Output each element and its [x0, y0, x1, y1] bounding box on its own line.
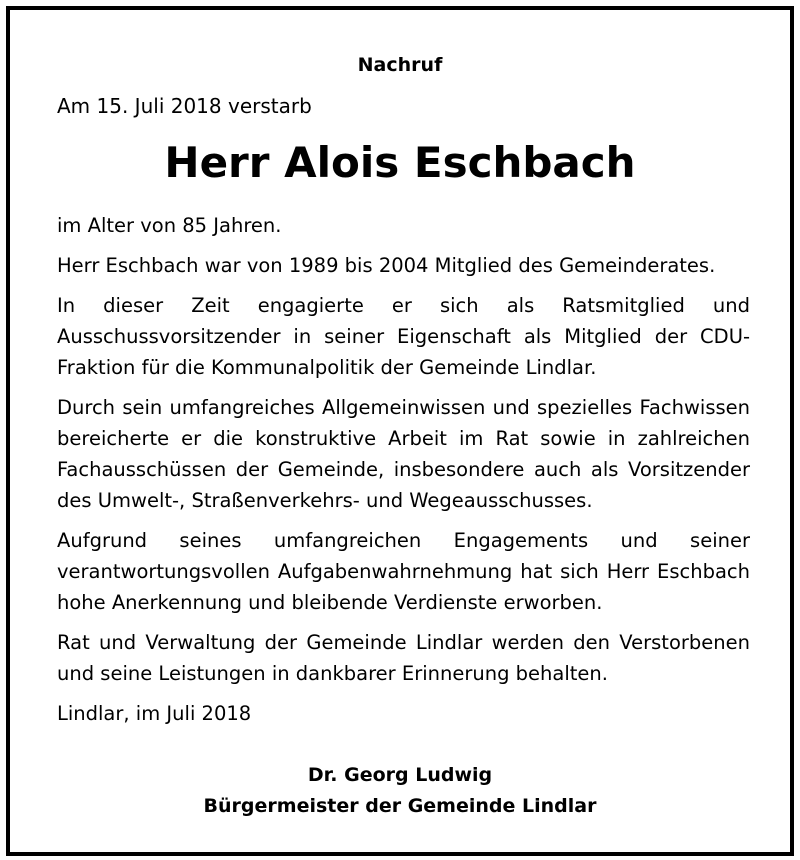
- deceased-name: Herr Alois Eschbach: [164, 138, 636, 187]
- intro-line: Am 15. Juli 2018 verstarb: [57, 94, 312, 118]
- signatory-name: Dr. Georg Ludwig: [307, 764, 493, 786]
- signature-block: [10, 760, 790, 822]
- engagement-paragraph: In dieser Zeit engagierte er sich als Ratsmitglied und Ausschussvorsitzender in seiner Eigenschaft als Mitglied der CDU-Fraktion für die Kommunalpolitik der Gemeinde Lindlar.: [57, 294, 750, 379]
- recognition-paragraph: Aufgrund seines umfangreichen Engagements und seiner verantwortungsvollen Aufgabenwahrnehmung hat sich Herr Eschbach hohe Anerkennung und bleibende Verdienste erworben.: [57, 529, 750, 614]
- remembrance-paragraph: Rat und Verwaltung der Gemeinde Lindlar werden den Verstorbenen und seine Leistungen in dankbarer Erinnerung behalten.: [57, 631, 750, 685]
- place-date-line: Lindlar, im Juli 2018: [57, 702, 252, 725]
- knowledge-paragraph: Durch sein umfangreiches Allgemeinwissen und spezielles Fachwissen bereicherte er die konstruktive Arbeit im Rat sowie in zahlreichen Fachausschüssen der Gemeinde, insbesondere auch als Vorsitzender des Umwelt-, Straßenverkehrs- und Wegeausschusses.: [57, 396, 750, 512]
- membership-paragraph: Herr Eschbach war von 1989 bis 2004 Mitglied des Gemeinderates.: [57, 254, 716, 277]
- signatory-title: Bürgermeister der Gemeinde Lindlar: [203, 795, 597, 817]
- age-paragraph: im Alter von 85 Jahren.: [57, 214, 282, 237]
- notice-body: [57, 210, 750, 738]
- notice-heading: Nachruf: [357, 54, 443, 76]
- obituary-notice: [6, 6, 794, 856]
